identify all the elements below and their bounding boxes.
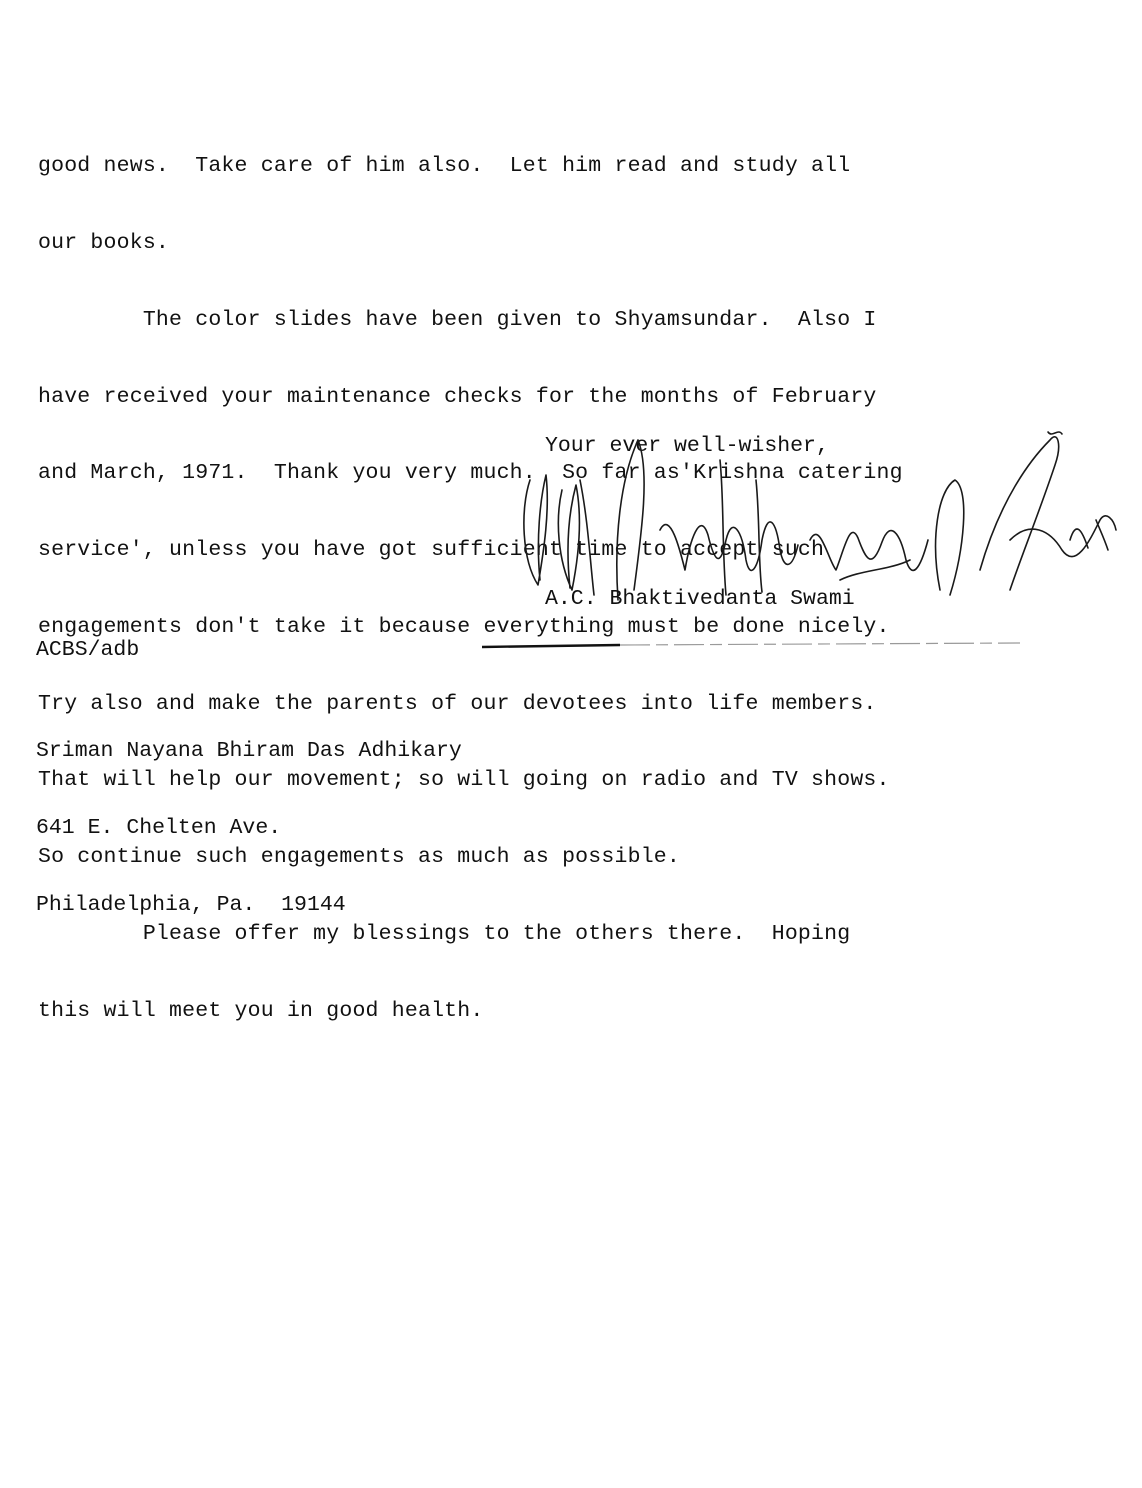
- recipient-address: [36, 688, 462, 970]
- body-line: engagements don't take it because everything must be done nicely.: [38, 614, 890, 639]
- body-line: Please offer my blessings to the others there. Hoping: [38, 922, 851, 946]
- closing-salutation: Your ever well-wisher,: [545, 434, 829, 458]
- body-line: That will help our movement; so will going on radio and TV shows.: [38, 768, 890, 793]
- address-line: Sriman Nayana Bhiram Das Adhikary: [36, 739, 462, 764]
- address-line: 641 E. Chelten Ave.: [36, 815, 282, 840]
- address-line: Philadelphia, Pa. 19144: [36, 892, 346, 917]
- body-line: The color slides have been given to Shyamsundar. Also I: [38, 307, 877, 332]
- body-line: and March, 1971. Thank you very much. So far as'Krishna catering: [38, 461, 903, 486]
- body-line: good news. Take care of him also. Let him read and study all: [38, 154, 851, 179]
- body-line: have received your maintenance checks for the months of February: [38, 384, 877, 409]
- signature-name: A.C. Bhaktivedanta Swami: [545, 587, 855, 611]
- body-line: our books.: [38, 230, 170, 255]
- reference-initials: ACBS/adb: [36, 638, 140, 662]
- signature-rule: [480, 640, 1020, 652]
- body-line: Try also and make the parents of our devotees into life members.: [38, 691, 877, 716]
- body-line: this will meet you in good health.: [38, 998, 484, 1023]
- body-line: service', unless you have got sufficient time to accept such: [38, 538, 825, 563]
- body-line: So continue such engagements as much as possible.: [38, 845, 681, 870]
